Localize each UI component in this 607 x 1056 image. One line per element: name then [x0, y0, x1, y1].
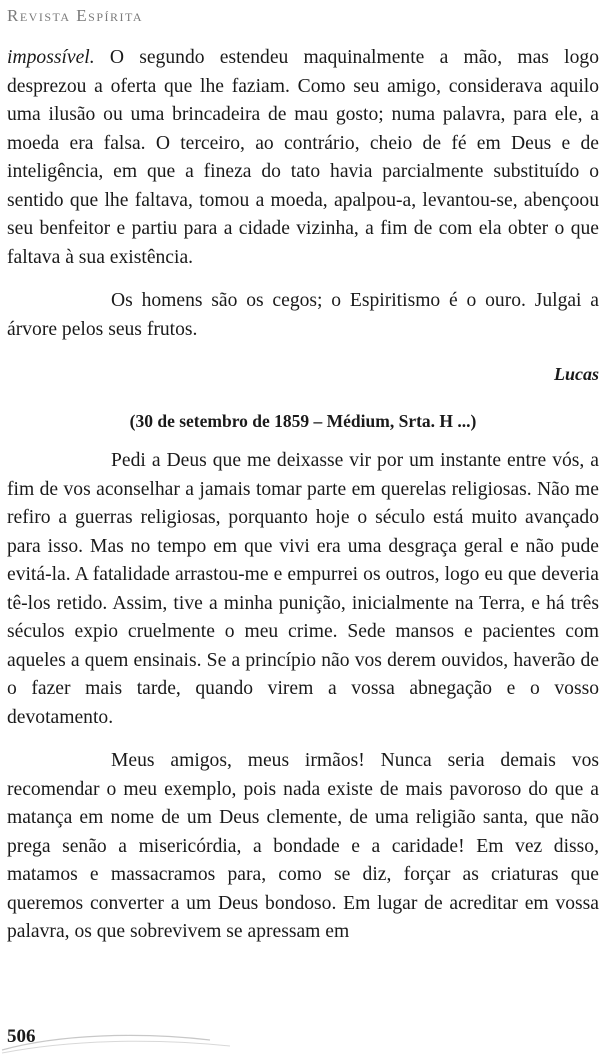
signature: Lucas	[554, 364, 599, 384]
paragraph-3: Pedi a Deus que me deixasse vir por um instante entre vós, a fim de vos aconselhar a jamais tomar parte em querelas religiosas. Não me refiro a guerras religiosas, porquanto hoje o século está muito avançado para isso. Mas no tempo em que vivi era uma desgraça geral e não pude evitá-la. A fatalidade arrastou-me e empurrei os outros, logo eu que deveria tê-los retido. Assim, tive a minha punição, inicialmente na Terra, e há três séculos expio cruelmente o meu crime. Sede mansos e pacientes com aqueles a quem ensinais. Se a princípio não vos derem ouvidos, haverão de o fazer mais tarde, quando virem a vossa abnegação e o vosso devotamento.	[7, 450, 599, 728]
dateline: (30 de setembro de 1859 – Médium, Srta. H ...)	[129, 410, 477, 431]
paragraph-4: Meus amigos, meus irmãos! Nunca seria demais vos recomendar o meu exemplo, pois nada existe de mais pavoroso do que a matança em nome de um Deus clemente, de uma religião santa, que não prega senão a misericórdia, a bondade e a caridade! Em vez disso, matamos e massacramos para, como se diz, forçar as criaturas que queremos converter a um Deus bondoso. Em lugar de acreditar em vossa palavra, os que sobrevivem se apressam em	[7, 750, 599, 942]
paragraph-2: Os homens são os cegos; o Espiritismo é o ouro. Julgai a árvore pelos seus frutos.	[7, 290, 599, 340]
page-body	[7, 44, 599, 947]
footer-swoosh-decoration	[0, 1020, 260, 1056]
paragraph-1-lead: impossível.	[7, 47, 95, 68]
running-header: Revista Espírita	[7, 6, 144, 25]
paragraph-1	[7, 44, 599, 272]
page-number: 506	[7, 1026, 36, 1047]
paragraph-1-text: O segundo estendeu maquinalmente a mão, mas logo desprezou a oferta que lhe faziam. Como seu amigo, considerava aquilo uma ilusão ou uma brincadeira de mau gosto; numa palavra, para ele, a moeda era falsa. O terceiro, ao contrário, cheio de fé em Deus e de inteligência, em que a fineza do tato havia parcialmente substituído o sentido que lhe faltava, tomou a moeda, apalpou-a, levantou-se, abençoou seu benfeitor e partiu para a cidade vizinha, a fim de com ela obter o que faltava à sua existência.	[7, 47, 599, 268]
